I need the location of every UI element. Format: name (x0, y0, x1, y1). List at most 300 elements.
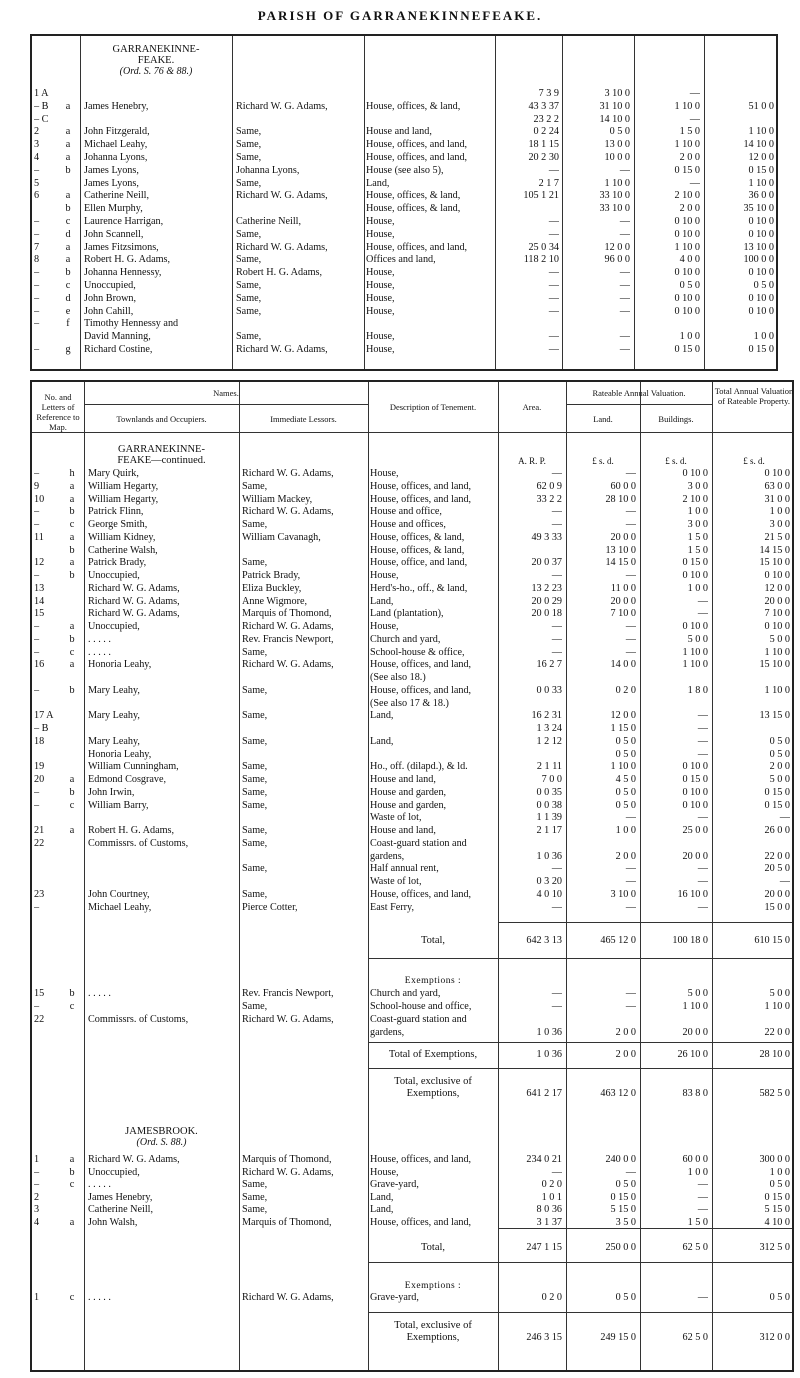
total-value: 21 5 0 (764, 531, 790, 543)
lessor: Same, (242, 1179, 268, 1190)
description: Land, (366, 177, 390, 189)
lessor: Same, (236, 280, 262, 291)
ref-number: – (34, 646, 40, 658)
lessor: Same, (242, 735, 268, 747)
total-value: 0 15 0 (748, 344, 774, 355)
lessor: Rev. Francis Newport, (242, 633, 334, 645)
occupier: Michael Leahy, (84, 139, 148, 151)
land-value: — (619, 280, 630, 291)
description: Land, (370, 710, 394, 722)
ref-number: – (34, 570, 40, 581)
buildings-value: 0 10 0 (674, 305, 700, 317)
land-value: 3 10 0 (610, 888, 636, 900)
area: 2 1 17 (536, 825, 562, 836)
total-value: 1 10 0 (764, 684, 790, 696)
buildings-value: — (697, 812, 708, 824)
ref-letter: g (65, 344, 71, 355)
occupier: Unoccupied, (88, 570, 140, 581)
header-area: Area. (522, 402, 542, 412)
table-row (32, 178, 776, 190)
land-value: 0 5 0 (615, 1179, 636, 1190)
description: (See also 18.) (370, 672, 426, 683)
description: Land (plantation), (370, 608, 444, 620)
ref-letter: a (65, 254, 71, 266)
land-value: — (625, 863, 636, 875)
lessor: Pierce Cotter, (242, 901, 298, 913)
description: House and land, (366, 126, 432, 138)
table-row (32, 1217, 792, 1229)
land-value: 7 10 0 (610, 608, 636, 620)
occupier: John Irwin, (88, 786, 135, 798)
buildings-value: — (697, 710, 708, 722)
description: Waste of lot, (370, 812, 422, 824)
ref-letter: a (65, 100, 71, 112)
area: 20 0 29 (531, 595, 562, 607)
total-value: 26 0 0 (764, 825, 790, 836)
area: — (548, 331, 559, 343)
occupier: Ellen Murphy, (84, 203, 143, 215)
land-value: — (625, 1166, 636, 1178)
area: 4 0 10 (536, 888, 562, 900)
land-value: 11 0 0 (610, 582, 636, 594)
occupier: Richard W. G. Adams, (88, 608, 180, 620)
ref-number: 3 (34, 1204, 40, 1215)
buildings-value: 0 10 0 (674, 228, 700, 240)
ref-letter: c (69, 519, 75, 530)
lessor: Same, (242, 786, 268, 798)
table-row (32, 988, 792, 1000)
land-value: — (625, 633, 636, 645)
ref-number: 18 (34, 735, 45, 747)
lessor: Same, (242, 684, 268, 696)
total-value: 31 0 0 (764, 493, 790, 505)
table-row (32, 800, 792, 812)
lessor: Richard W. G. Adams, (242, 1014, 334, 1025)
ref-number: – (34, 318, 40, 330)
table-row (32, 190, 776, 202)
area: 7 0 0 (541, 774, 562, 785)
area: 2 1 11 (536, 761, 562, 773)
table-row (32, 318, 776, 330)
description: House and office, (370, 506, 442, 518)
description: House, offices, and land, (366, 139, 468, 151)
ref-number: 6 (34, 190, 40, 202)
area: 16 2 7 (536, 659, 562, 671)
area: 1 0 1 (541, 1191, 562, 1203)
lessor: Same, (242, 480, 268, 492)
ref-letter: c (65, 216, 71, 227)
buildings-value: 1 0 0 (679, 331, 700, 343)
total-value: 5 0 0 (769, 774, 790, 785)
area: 0 0 38 (536, 799, 562, 811)
lessor: Richard W. G. Adams, (242, 1166, 334, 1178)
jamesbrook-total-row: 247 1 15 250 0 0 62 5 0 312 5 0 (526, 1242, 790, 1253)
ref-number: 4 (34, 1216, 40, 1228)
ref-letter: a (69, 659, 75, 671)
total-value: 5 15 0 (764, 1204, 790, 1215)
land-value: 1 10 0 (610, 761, 636, 773)
description: House, (366, 305, 395, 317)
buildings-value: — (689, 113, 700, 125)
lessor: Same, (236, 139, 262, 151)
table-row (32, 698, 792, 710)
table-row (32, 774, 792, 786)
area: — (548, 164, 559, 176)
header-buildings: Buildings. (658, 414, 694, 424)
table-row (32, 608, 792, 620)
occupier: John Walsh, (88, 1216, 138, 1228)
area: 1 1 39 (536, 812, 562, 824)
total-value: 63 0 0 (764, 480, 790, 492)
occupier: Mary Quirk, (88, 468, 139, 479)
ref-number: 20 (34, 774, 45, 785)
area: — (551, 863, 562, 875)
land-value: 96 0 0 (604, 254, 630, 266)
land-value: 0 2 0 (615, 684, 636, 696)
description: House, offices, and land, (370, 480, 472, 492)
total-value: 0 10 0 (748, 305, 774, 317)
buildings-value: 0 10 0 (674, 216, 700, 227)
table-row (32, 88, 776, 100)
lessor: Richard W. G. Adams, (242, 506, 334, 518)
total-value: 100 0 0 (743, 254, 774, 266)
ref-letter: a (69, 480, 75, 492)
buildings-value: 20 0 0 (682, 1027, 708, 1038)
lessor: Marquis of Thomond, (242, 1216, 332, 1228)
lessor: Richard W. G. Adams, (242, 468, 334, 479)
lessor: Same, (242, 557, 268, 569)
land-value: 13 10 0 (605, 544, 636, 556)
description: House (see also 5), (366, 164, 444, 176)
occupier: John Brown, (84, 292, 137, 304)
lessor: Same, (242, 1204, 268, 1215)
lessor: Catherine Neill, (236, 216, 302, 227)
ref-number: – (34, 468, 40, 479)
ref-letter: b (69, 786, 75, 798)
lessor: Anne Wigmore, (242, 595, 308, 607)
description: House and land, (370, 825, 436, 836)
land-value: — (625, 988, 636, 999)
buildings-value: 3 0 0 (687, 519, 708, 530)
occupier: Robert H. G. Adams, (84, 254, 171, 266)
area: — (551, 646, 562, 658)
total-exclusive-row: 641 2 17 463 12 0 83 8 0 582 5 0 (526, 1088, 790, 1099)
total-value: 20 0 0 (764, 888, 790, 900)
occupier: James Henebry, (88, 1191, 153, 1203)
occupier: Richard W. G. Adams, (88, 582, 180, 594)
description: House and land, (370, 774, 436, 785)
total-value: 0 10 0 (764, 621, 790, 632)
occupier: Catherine Walsh, (88, 544, 158, 556)
lessor: Patrick Brady, (242, 570, 301, 581)
buildings-value: — (697, 595, 708, 607)
land-value: 1 15 0 (610, 723, 636, 734)
description: School-house and office, (370, 1001, 472, 1012)
ref-letter: a (69, 825, 75, 836)
ref-number: 8 (34, 254, 40, 266)
area: — (551, 1166, 562, 1178)
buildings-value: 0 10 0 (682, 761, 708, 773)
table-row (32, 685, 792, 697)
lessor: Richard W. G. Adams, (242, 1292, 334, 1303)
buildings-value: 1 0 0 (687, 582, 708, 594)
land-value: — (625, 468, 636, 479)
area: 20 0 37 (531, 557, 562, 569)
total-value: 300 0 0 (759, 1154, 790, 1165)
land-value: 28 10 0 (605, 493, 636, 505)
ref-letter: b (69, 570, 75, 581)
total-value: 15 10 0 (759, 659, 790, 671)
ref-number: – (34, 280, 40, 291)
lessor: Same, (242, 888, 268, 900)
ref-letter: c (65, 280, 71, 291)
total-value: 0 5 0 (769, 748, 790, 760)
total-value: 2 0 0 (769, 761, 790, 773)
total-value: 14 10 0 (743, 139, 774, 151)
table-row (32, 787, 792, 799)
ref-number: 9 (34, 480, 40, 492)
description: House, offices, & land, (370, 531, 465, 543)
land-value: 0 5 0 (615, 1292, 636, 1303)
description: House, offices, and land, (366, 241, 468, 253)
ref-letter: b (69, 633, 75, 645)
table-row (32, 101, 776, 113)
buildings-value: 5 0 0 (687, 633, 708, 645)
description: House, (366, 331, 395, 343)
table-row (32, 672, 792, 684)
description: House, (366, 292, 395, 304)
buildings-value: — (689, 88, 700, 99)
buildings-value: — (697, 608, 708, 620)
table-row (32, 1179, 792, 1191)
land-value: — (625, 1001, 636, 1012)
total-value: 0 10 0 (748, 292, 774, 304)
occupier: Honoria Leahy, (88, 659, 152, 671)
ref-letter: c (69, 1179, 75, 1190)
lessor: Richard W. G. Adams, (236, 190, 328, 202)
area: — (551, 570, 562, 581)
description: Land, (370, 735, 394, 747)
description: House and garden, (370, 786, 447, 798)
occupier: James Lyons, (84, 164, 139, 176)
occupier: Edmond Cosgrave, (88, 774, 167, 785)
total-value: 20 0 0 (764, 595, 790, 607)
table-row (32, 216, 776, 228)
total-value: 0 5 0 (769, 735, 790, 747)
ref-number: 1 (34, 1292, 40, 1303)
description: House, offices, and land, (366, 152, 468, 163)
occupier: James Fitzsimons, (84, 241, 159, 253)
land-value: 12 0 0 (610, 710, 636, 722)
lessor: Marquis of Thomond, (242, 608, 332, 620)
ref-letter: a (69, 557, 75, 569)
occupier: Johanna Hennessy, (84, 267, 162, 279)
lessor: Same, (242, 837, 268, 849)
ref-number: 13 (34, 582, 45, 594)
total-value: 14 15 0 (759, 544, 790, 556)
description: School-house & office, (370, 646, 465, 658)
ref-letter: e (65, 305, 71, 317)
buildings-value: 1 0 0 (687, 1166, 708, 1178)
ref-letter: a (65, 126, 71, 138)
lessor: Same, (242, 1001, 268, 1012)
townland-heading-continued: GARRANEKINNE- FEAKE—continued. (117, 444, 206, 466)
occupier: . . . . . (88, 1292, 111, 1303)
ref-number: – (34, 799, 40, 811)
buildings-value: — (697, 1292, 708, 1303)
description: House, offices, & land, (366, 100, 461, 112)
total-value: 12 0 0 (764, 582, 790, 594)
description: Church and yard, (370, 988, 441, 999)
lessor: Same, (236, 331, 262, 343)
lessor: Same, (236, 126, 262, 138)
land-value: 31 10 0 (599, 100, 630, 112)
table-row (32, 267, 776, 279)
ref-letter: c (69, 1292, 75, 1303)
ref-number: 16 (34, 659, 45, 671)
area: — (548, 267, 559, 279)
land-value: 14 0 0 (610, 659, 636, 671)
area: — (548, 305, 559, 317)
ref-number: – (34, 633, 40, 645)
land-value: — (625, 901, 636, 913)
table-row (32, 203, 776, 215)
buildings-value: 0 10 0 (682, 468, 708, 479)
occupier: James Henebry, (84, 100, 149, 112)
jamesbrook-total-exclusive-label: Total, exclusive of Exemptions, (394, 1320, 472, 1343)
lessor: William Cavanagh, (242, 531, 321, 543)
land-value: 4 5 0 (615, 774, 636, 785)
ref-letter: b (65, 203, 71, 215)
ref-number: 22 (34, 1014, 45, 1025)
occupier: John Scannell, (84, 228, 144, 240)
units-land: £ s. d. (592, 456, 614, 466)
buildings-value: 0 5 0 (679, 280, 700, 291)
area: 33 2 2 (536, 493, 562, 505)
table-row (32, 293, 776, 305)
area: — (551, 506, 562, 518)
description: House, offices, & land, (366, 203, 461, 215)
ref-letter: a (69, 1216, 75, 1228)
total-value: 36 0 0 (748, 190, 774, 202)
description: House, offices, and land, (370, 684, 472, 696)
land-value: 13 0 0 (604, 139, 630, 151)
lessor: Same, (242, 825, 268, 836)
ref-number: 1 (34, 1154, 40, 1165)
land-value: — (625, 646, 636, 658)
buildings-value: 2 10 0 (674, 190, 700, 202)
area: — (551, 633, 562, 645)
area: — (551, 901, 562, 913)
description: House, offices, & land, (370, 544, 465, 556)
area: 1 0 36 (536, 850, 562, 862)
ref-number: – (34, 786, 40, 798)
ref-letter: a (65, 152, 71, 163)
occupier: Richard W. G. Adams, (88, 1154, 180, 1165)
buildings-value: 0 10 0 (682, 621, 708, 632)
buildings-value: 0 15 0 (674, 344, 700, 355)
ref-number: 3 (34, 139, 40, 151)
occupier: John Cahill, (84, 305, 134, 317)
description: Offices and land, (366, 254, 436, 266)
ref-number: 15 (34, 608, 45, 620)
lessor: Same, (236, 305, 262, 317)
table-row (32, 838, 792, 850)
area: 234 0 21 (526, 1154, 562, 1165)
area: — (548, 280, 559, 291)
table-row (32, 659, 792, 671)
table-row (32, 761, 792, 773)
area: 7 3 9 (538, 88, 559, 99)
table-row (32, 902, 792, 914)
land-value: — (625, 876, 636, 887)
table-row (32, 165, 776, 177)
land-value: 3 5 0 (615, 1216, 636, 1228)
description: House, offices, and land, (370, 659, 472, 671)
ref-letter: a (65, 190, 71, 202)
area: 23 2 2 (533, 113, 559, 125)
buildings-value: — (697, 748, 708, 760)
table-row (32, 596, 792, 608)
occupier: William Barry, (88, 799, 149, 811)
land-value: 14 15 0 (605, 557, 636, 569)
area: — (551, 988, 562, 999)
total-exemptions-label: Total of Exemptions, (388, 1049, 478, 1060)
occupier: Mary Leahy, (88, 684, 140, 696)
total-value: 0 5 0 (753, 280, 774, 291)
occupier: Catherine Neill, (84, 190, 150, 202)
lessor: Rev. Francis Newport, (242, 988, 334, 999)
land-value: — (625, 621, 636, 632)
description: Grave-yard, (370, 1179, 419, 1190)
description: Church and yard, (370, 633, 441, 645)
buildings-value: 1 10 0 (682, 659, 708, 671)
description: House, offices, and land, (370, 1154, 472, 1165)
description: Grave-yard, (370, 1292, 419, 1303)
description: House, offices, & land, (366, 190, 461, 202)
description: House, (370, 621, 399, 632)
buildings-value: 0 10 0 (682, 799, 708, 811)
table-row (32, 863, 792, 875)
area: 0 3 20 (536, 876, 562, 887)
buildings-value: 1 10 0 (674, 139, 700, 151)
table-row (32, 506, 792, 518)
buildings-value: 1 10 0 (674, 100, 700, 112)
occupier: John Courtney, (88, 888, 150, 900)
total-value: 0 10 0 (748, 267, 774, 279)
description: East Ferry, (370, 901, 415, 913)
total-value: 0 15 0 (764, 1191, 790, 1203)
description: Waste of lot, (370, 876, 422, 887)
total-value: 3 0 0 (769, 519, 790, 530)
lessor: Same, (236, 177, 262, 189)
total-value: 20 5 0 (764, 863, 790, 875)
total-value: 0 10 0 (748, 216, 774, 227)
occupier: David Manning, (84, 331, 151, 343)
occupier: William Kidney, (88, 531, 156, 543)
table-row (32, 736, 792, 748)
buildings-value: 0 15 0 (682, 774, 708, 785)
description: House, offices, and land, (370, 1216, 472, 1228)
description: House, (366, 216, 395, 227)
land-value: 1 0 0 (615, 825, 636, 836)
units-total: £ s. d. (743, 456, 765, 466)
buildings-value: — (689, 177, 700, 189)
occupier: . . . . . (88, 633, 111, 645)
ref-number: 12 (34, 557, 45, 569)
description: House, (370, 468, 399, 479)
buildings-value: 1 5 0 (687, 544, 708, 556)
